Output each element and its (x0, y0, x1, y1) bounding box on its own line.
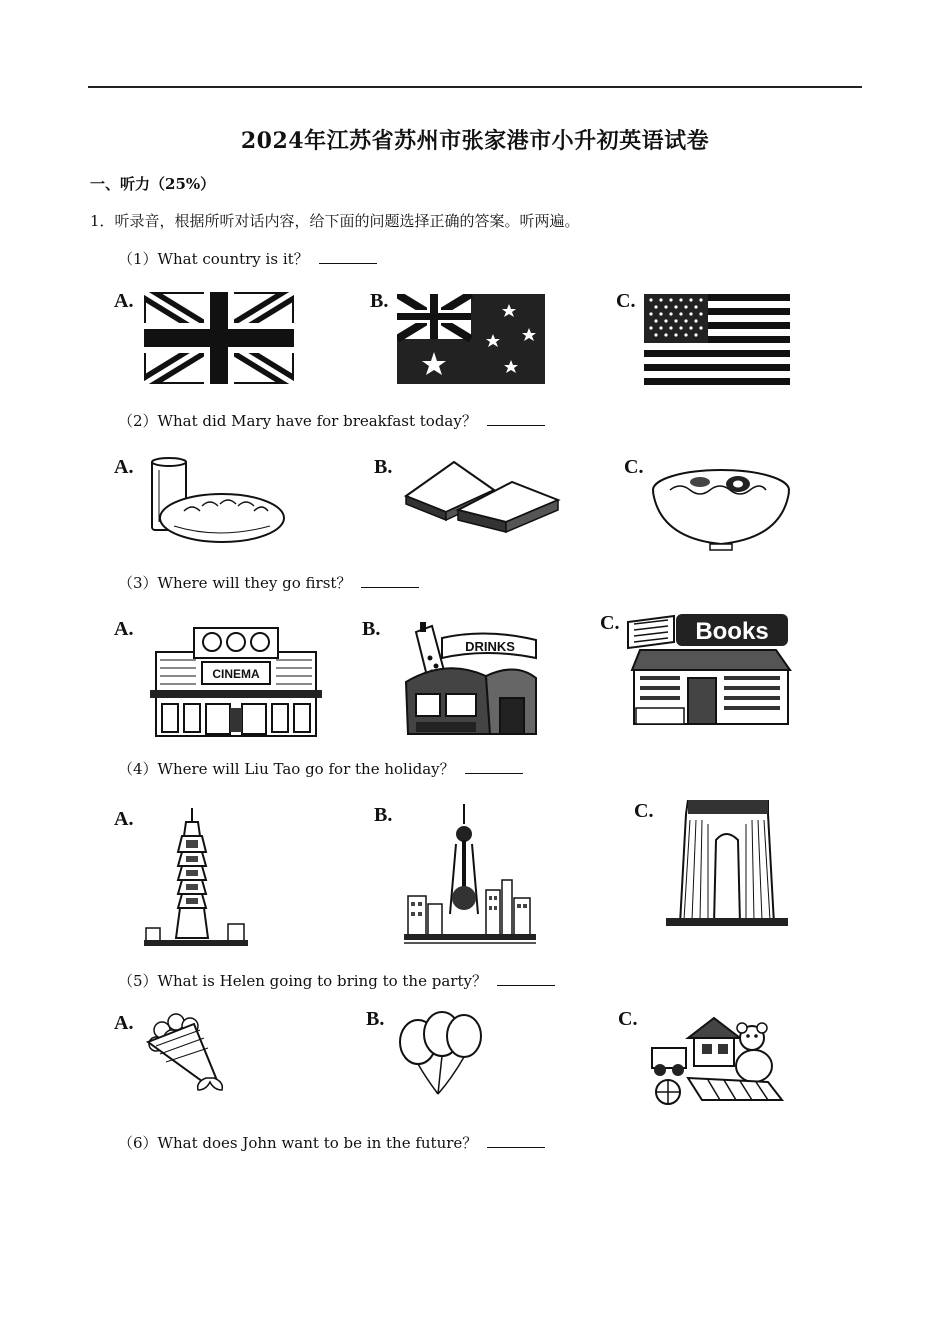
drinks-shop-icon (386, 618, 546, 736)
cinema-sign: CINEMA (212, 667, 260, 681)
option-letter: C. (616, 290, 636, 312)
question-text: （2）What did Mary have for breakfast today？ (118, 412, 477, 430)
cinema-icon (146, 622, 326, 738)
option-letter: B. (374, 456, 393, 478)
option-letter: C. (618, 1008, 638, 1030)
option-letter: B. (362, 618, 381, 640)
answer-blank[interactable] (361, 573, 419, 588)
option-letter: A. (114, 618, 134, 640)
question-1 (118, 248, 377, 269)
answer-blank[interactable] (465, 759, 523, 774)
option-letter: A. (114, 808, 134, 830)
taipei-tower-icon (142, 808, 252, 948)
option-letter: C. (624, 456, 644, 478)
answer-blank[interactable] (497, 971, 555, 986)
question-text: （6）What does John want to be in the future？ (118, 1134, 478, 1152)
header-rule (88, 86, 862, 88)
section-heading: 一、听力（25%） (90, 175, 216, 193)
instruction-text: 1．听录音，根据所听对话内容，给下面的问题选择正确的答案。听两遍。 (90, 212, 580, 230)
option-letter: C. (600, 612, 620, 634)
question-3 (118, 572, 419, 593)
cctv-building-icon (664, 800, 790, 930)
australia-flag-icon (397, 294, 545, 384)
question-text: （4）Where will Liu Tao go for the holiday？ (118, 760, 455, 778)
option-letter: A. (114, 290, 134, 312)
flowers-bouquet-icon (144, 1012, 234, 1094)
page-title: 2024年江苏省苏州市张家港市小升初英语试卷 (240, 128, 710, 154)
question-text: （5）What is Helen going to bring to the party？ (118, 972, 487, 990)
toys-icon (648, 1008, 790, 1110)
option-letter: A. (114, 456, 134, 478)
option-letter: B. (366, 1008, 385, 1030)
uk-flag-icon (144, 292, 294, 384)
question-text: （3）Where will they go first？ (118, 574, 352, 592)
answer-blank[interactable] (487, 1133, 545, 1148)
option-letter: B. (374, 804, 393, 826)
sandwiches-icon (402, 456, 562, 536)
question-6 (118, 1132, 545, 1153)
noodles-bowl-icon (650, 468, 792, 552)
shanghai-skyline-icon (402, 804, 538, 946)
answer-blank[interactable] (319, 249, 377, 264)
balloons-icon (396, 1008, 486, 1100)
option-letter: B. (370, 290, 389, 312)
option-letter: C. (634, 800, 654, 822)
question-5 (118, 970, 555, 991)
option-letter: A. (114, 1012, 134, 1034)
question-2 (118, 410, 545, 431)
question-text: （1）What country is it？ (118, 250, 309, 268)
question-4 (118, 758, 523, 779)
drinks-sign: DRINKS (465, 639, 515, 654)
usa-flag-icon (644, 294, 790, 386)
books-sign: Books (695, 618, 769, 645)
milk-and-bread-icon (144, 456, 289, 548)
answer-blank[interactable] (487, 411, 545, 426)
bookshop-icon (626, 612, 792, 728)
